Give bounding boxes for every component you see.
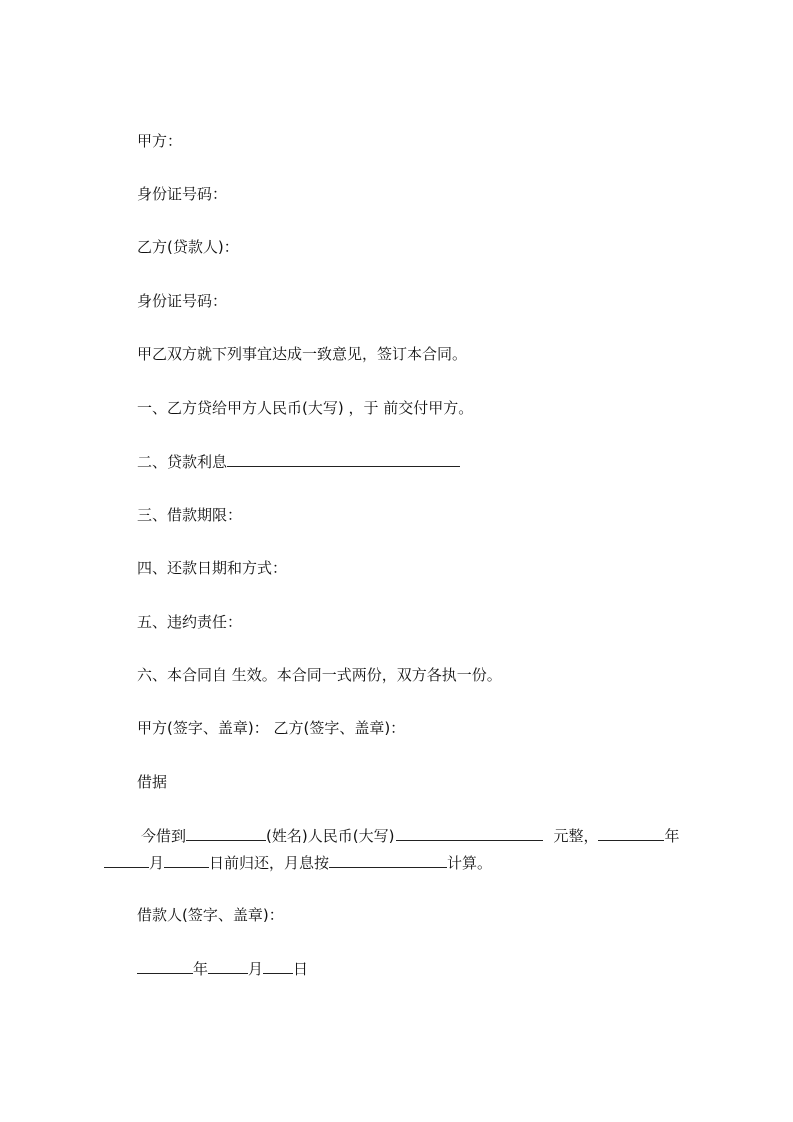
- borrower-signature-label: 借款人(签字、盖章)：: [137, 906, 284, 924]
- year-blank: [598, 825, 664, 841]
- clause-repayment: 四、还款日期和方式：: [137, 559, 288, 577]
- contract-intro: 甲乙双方就下列事宜达成一致意见，签订本合同。: [137, 345, 468, 363]
- iou-date-line: [137, 958, 308, 979]
- interest-rate-blank: [329, 852, 447, 868]
- party-b-label: 乙方(贷款人)：: [137, 238, 239, 256]
- interest-blank-line: [227, 451, 460, 467]
- date-month-label: 月: [248, 960, 264, 978]
- party-a-id-label: 身份证号码：: [137, 185, 228, 203]
- date-month-blank: [208, 958, 248, 974]
- iou-calc-label: 计算。: [447, 854, 493, 872]
- clause-loan-amount: 一、乙方贷给甲方人民币(大写) ，于 前交付甲方。: [137, 399, 474, 417]
- date-day-blank: [263, 958, 293, 974]
- iou-title: 借据: [137, 773, 168, 791]
- iou-line-1: [141, 825, 679, 846]
- iou-month-label: 月: [149, 854, 165, 872]
- amount-blank: [396, 825, 543, 841]
- lender-name-blank: [186, 825, 266, 841]
- date-day-label: 日: [293, 960, 309, 978]
- clause-liability: 五、违约责任：: [137, 613, 243, 631]
- signature-line: 甲方(签字、盖章)： 乙方(签字、盖章)：: [137, 719, 406, 737]
- iou-yuan-label: 元整，: [553, 827, 599, 845]
- clause-term: 三、借款期限：: [137, 506, 243, 524]
- date-year-label: 年: [193, 960, 209, 978]
- iou-due-label: 日前归还，月息按: [209, 854, 330, 872]
- clause-effective: 六、本合同自 生效。本合同一式两份，双方各执一份。: [137, 666, 502, 684]
- iou-amount-label: (姓名)人民币(大写): [266, 827, 395, 845]
- day-blank: [164, 852, 209, 868]
- party-a-label: 甲方：: [137, 132, 183, 150]
- party-b-id-label: 身份证号码：: [137, 292, 228, 310]
- iou-year-label: 年: [664, 827, 680, 845]
- clause-interest-label: 二、贷款利息: [137, 453, 228, 471]
- month-blank: [104, 852, 149, 868]
- clause-interest: [137, 451, 460, 472]
- iou-borrowed-from-label: 今借到: [141, 827, 187, 845]
- date-year-blank: [137, 958, 193, 974]
- iou-line-2: [104, 852, 492, 873]
